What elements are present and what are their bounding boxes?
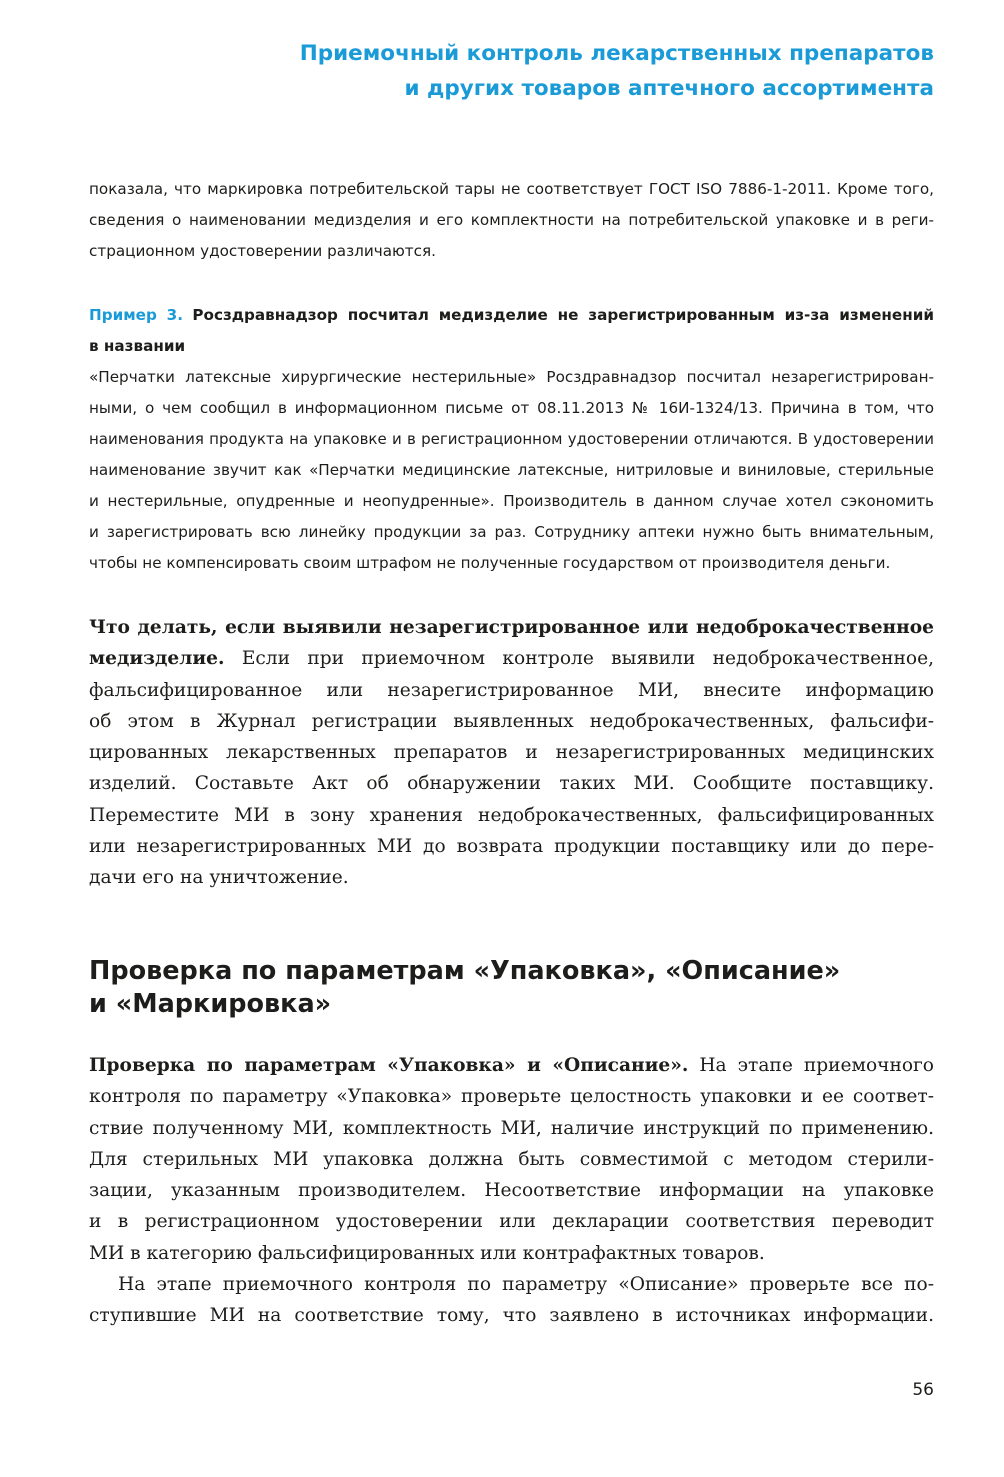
text-line: и зарегистрировать всю линейку продукции за раз. Сотруднику аптеки нужно быть внимательным, xyxy=(89,523,934,541)
text-line: дачи его на уничтожение. xyxy=(89,867,349,889)
text-line: На этапе приемочного контроля по параметру «Описание» проверьте все по- xyxy=(118,1274,934,1296)
bold-lead-end: медизделие. xyxy=(89,648,225,670)
text-run: На этапе приемочного xyxy=(688,1055,934,1076)
text-line: наименования продукта на упаковке и в регистрационном удостоверении отличаются. В удостоверении xyxy=(89,430,934,448)
section-heading-line-2: и «Маркировка» xyxy=(89,989,332,1019)
text-line: цированных лекарственных препаратов и незарегистрированных медицинских xyxy=(89,742,934,764)
header-line-1: Приемочный контроль лекарственных препаратов xyxy=(299,41,934,66)
text-line: показала, что маркировка потребительской тары не соответствует ГОСТ ISO 7886-1-2011. Кроме того, xyxy=(89,180,934,198)
packaging-paragraph xyxy=(89,1050,934,1332)
example-title-continued: в названии xyxy=(89,337,186,355)
text-line: контроля по параметру «Упаковка» проверьте целостность упаковки и ее соответ- xyxy=(89,1086,934,1108)
text-line: фальсифицированное или незарегистрированное МИ, внесите информацию xyxy=(89,679,934,701)
text-line: ными, о чем сообщил в информационном письме от 08.11.2013 № 16И-1324/13. Причина в том, что xyxy=(89,399,934,417)
text-line: чтобы не компенсировать своим штрафом не полученные государством от производителя деньги. xyxy=(89,554,891,572)
text-line xyxy=(89,1050,934,1081)
example-3 xyxy=(89,300,934,579)
text-line: ствие полученному МИ, комплектность МИ, наличие инструкций по применению. xyxy=(89,1117,934,1139)
text-line: Для стерильных МИ упаковка должна быть совместимой с методом стерили- xyxy=(89,1148,934,1170)
running-header xyxy=(74,36,934,106)
bold-lead-line xyxy=(89,612,934,643)
bold-lead: Что делать, если выявили незарегистрированное или недоброкачественное xyxy=(89,617,934,638)
text-line: «Перчатки латексные хирургические нестерильные» Росздравнадзор посчитал незарегистрирован- xyxy=(89,368,934,386)
intro-paragraph xyxy=(89,174,934,267)
text-line: изделий. Составьте Акт об обнаружении таких МИ. Сообщите поставщику. xyxy=(89,773,934,795)
text-line: и в регистрационном удостоверении или декларации соответствия переводит xyxy=(89,1211,934,1233)
text-line: сведения о наименовании медизделия и его комплектности на потребительской упаковке и в реги- xyxy=(89,211,934,229)
example-label: Пример 3. xyxy=(89,306,183,324)
example-title: Росздравнадзор посчитал медизделие не зарегистрированным из-за изменений xyxy=(192,306,934,324)
what-to-do-paragraph xyxy=(89,612,934,894)
text-line: или незарегистрированных МИ до возврата продукции поставщику или до пере- xyxy=(89,836,934,858)
section-heading xyxy=(89,955,934,1021)
text-line: МИ в категорию фальсифицированных или контрафактных товаров. xyxy=(89,1242,765,1264)
text-run: Если при приемочном контроле выявили недоброкачественное, xyxy=(224,648,934,670)
bold-lead: Проверка по параметрам «Упаковка» и «Описание». xyxy=(89,1055,689,1076)
text-line: наименование звучит как «Перчатки медицинские латексные, нитриловые и виниловые, стерильные xyxy=(89,461,934,479)
text-line: и нестерильные, опудренные и неопудренные». Производитель в данном случае хотел сэкономить xyxy=(89,492,934,510)
text-line xyxy=(89,643,934,674)
example-heading-line xyxy=(89,300,934,331)
text-line: об этом в Журнал регистрации выявленных недоброкачественных, фальсифи- xyxy=(89,710,934,732)
text-line: ступившие МИ на соответствие тому, что заявлено в источниках информации. xyxy=(89,1305,934,1327)
text-line: Переместите МИ в зону хранения недоброкачественных, фальсифицированных xyxy=(89,804,934,826)
text-line: зации, указанным производителем. Несоответствие информации на упаковке xyxy=(89,1180,934,1202)
text-line: страционном удостоверении различаются. xyxy=(89,242,436,260)
header-line-2: и других товаров аптечного ассортимента xyxy=(404,76,934,101)
section-heading-line-1: Проверка по параметрам «Упаковка», «Описание» xyxy=(89,956,841,986)
page-number: 56 xyxy=(912,1380,934,1400)
